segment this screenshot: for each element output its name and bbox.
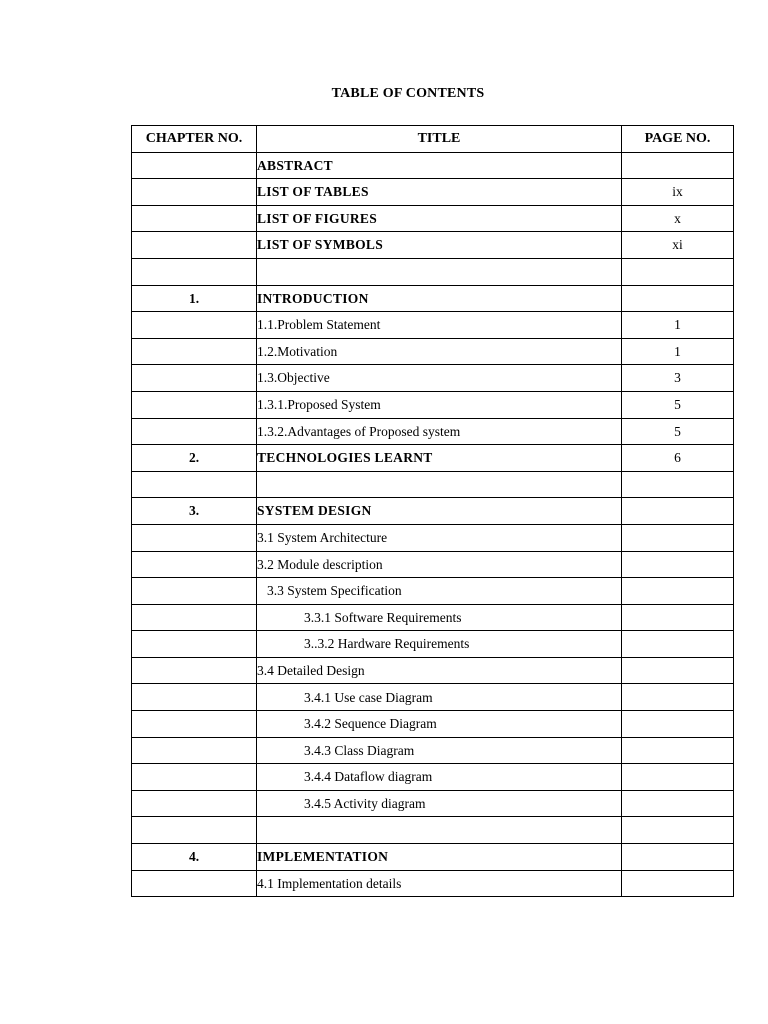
page-number-cell <box>622 657 734 684</box>
section-title-cell: 3.4 Detailed Design <box>257 657 622 684</box>
table-row <box>132 258 734 285</box>
chapter-number-cell <box>132 418 257 445</box>
page-number-cell <box>622 631 734 658</box>
table-row <box>132 578 734 605</box>
chapter-number-cell <box>132 737 257 764</box>
page-number-cell <box>622 498 734 525</box>
table-row <box>132 817 734 844</box>
page-number-cell <box>622 844 734 871</box>
section-title-cell: IMPLEMENTATION <box>257 844 622 871</box>
chapter-number-cell <box>132 524 257 551</box>
page-number-cell: 5 <box>622 418 734 445</box>
table-header-row <box>132 126 734 153</box>
section-title-cell: LIST OF FIGURES <box>257 205 622 232</box>
chapter-number-cell <box>132 790 257 817</box>
page-number-cell <box>622 817 734 844</box>
table-row <box>132 790 734 817</box>
page-number-cell: 6 <box>622 445 734 472</box>
section-title-cell: 3.2 Module description <box>257 551 622 578</box>
page-number-cell <box>622 711 734 738</box>
table-row <box>132 551 734 578</box>
chapter-number-cell <box>132 684 257 711</box>
chapter-number-cell <box>132 312 257 339</box>
table-row <box>132 285 734 312</box>
section-title-cell: LIST OF TABLES <box>257 179 622 206</box>
section-title-cell: LIST OF SYMBOLS <box>257 232 622 259</box>
chapter-number-cell <box>132 870 257 897</box>
page-number-cell <box>622 870 734 897</box>
page-number-cell: ix <box>622 179 734 206</box>
section-title-cell: 3.4.4 Dataflow diagram <box>257 764 622 791</box>
page-number-cell: xi <box>622 232 734 259</box>
section-title-cell: 3.4.3 Class Diagram <box>257 737 622 764</box>
chapter-number-cell <box>132 338 257 365</box>
section-title-cell: ABSTRACT <box>257 152 622 179</box>
chapter-number-cell: 2. <box>132 445 257 472</box>
page-number-cell <box>622 684 734 711</box>
chapter-number-cell <box>132 258 257 285</box>
section-title-cell: 3.3 System Specification <box>257 578 622 605</box>
section-title-cell: 1.2.Motivation <box>257 338 622 365</box>
section-title-cell: 3.4.2 Sequence Diagram <box>257 711 622 738</box>
chapter-number-cell <box>132 365 257 392</box>
page-number-cell <box>622 551 734 578</box>
chapter-number-cell <box>132 152 257 179</box>
page-title: TABLE OF CONTENTS <box>331 86 485 101</box>
chapter-number-cell <box>132 205 257 232</box>
table-row <box>132 764 734 791</box>
table-row <box>132 205 734 232</box>
toc-table <box>131 125 734 897</box>
chapter-number-cell: 1. <box>132 285 257 312</box>
section-title-cell: 3.3.1 Software Requirements <box>257 604 622 631</box>
section-title-cell: 4.1 Implementation details <box>257 870 622 897</box>
table-row <box>132 445 734 472</box>
section-title-cell: 1.1.Problem Statement <box>257 312 622 339</box>
table-row <box>132 604 734 631</box>
section-title-cell: 3.4.5 Activity diagram <box>257 790 622 817</box>
table-row <box>132 737 734 764</box>
table-row <box>132 498 734 525</box>
chapter-number-cell <box>132 764 257 791</box>
page-number-cell <box>622 285 734 312</box>
section-title-cell <box>257 258 622 285</box>
chapter-number-cell <box>132 578 257 605</box>
table-row <box>132 391 734 418</box>
page-number-cell <box>622 604 734 631</box>
section-title-cell: TECHNOLOGIES LEARNT <box>257 445 622 472</box>
toc-body <box>132 152 734 897</box>
page-number-cell <box>622 471 734 498</box>
section-title-cell <box>257 471 622 498</box>
table-row <box>132 471 734 498</box>
chapter-number-cell <box>132 391 257 418</box>
page-number-cell <box>622 258 734 285</box>
table-row <box>132 844 734 871</box>
section-title-cell: 1.3.1.Proposed System <box>257 391 622 418</box>
table-row <box>132 631 734 658</box>
page-number-cell <box>622 737 734 764</box>
page-number-cell: x <box>622 205 734 232</box>
table-row <box>132 657 734 684</box>
table-row <box>132 870 734 897</box>
table-row <box>132 312 734 339</box>
chapter-number-cell <box>132 232 257 259</box>
table-row <box>132 338 734 365</box>
section-title-cell: INTRODUCTION <box>257 285 622 312</box>
page-number-cell: 1 <box>622 312 734 339</box>
section-title-cell: 3.1 System Architecture <box>257 524 622 551</box>
table-row <box>132 179 734 206</box>
page-number-cell: 5 <box>622 391 734 418</box>
table-row <box>132 418 734 445</box>
column-header-chapter: CHAPTER NO. <box>132 126 257 153</box>
page-number-cell <box>622 578 734 605</box>
column-header-title: TITLE <box>257 126 622 153</box>
page-number-cell: 1 <box>622 338 734 365</box>
chapter-number-cell <box>132 471 257 498</box>
chapter-number-cell <box>132 711 257 738</box>
chapter-number-cell <box>132 817 257 844</box>
table-row <box>132 232 734 259</box>
chapter-number-cell: 3. <box>132 498 257 525</box>
page-number-cell <box>622 152 734 179</box>
chapter-number-cell <box>132 631 257 658</box>
table-row <box>132 365 734 392</box>
page-number-cell <box>622 764 734 791</box>
section-title-cell: 3..3.2 Hardware Requirements <box>257 631 622 658</box>
table-row <box>132 684 734 711</box>
column-header-page: PAGE NO. <box>622 126 734 153</box>
page-number-cell <box>622 524 734 551</box>
section-title-cell: 1.3.2.Advantages of Proposed system <box>257 418 622 445</box>
chapter-number-cell: 4. <box>132 844 257 871</box>
chapter-number-cell <box>132 179 257 206</box>
table-row <box>132 524 734 551</box>
section-title-cell: SYSTEM DESIGN <box>257 498 622 525</box>
chapter-number-cell <box>132 604 257 631</box>
table-row <box>132 152 734 179</box>
section-title-cell <box>257 817 622 844</box>
page-number-cell <box>622 790 734 817</box>
section-title-cell: 3.4.1 Use case Diagram <box>257 684 622 711</box>
chapter-number-cell <box>132 551 257 578</box>
chapter-number-cell <box>132 657 257 684</box>
table-row <box>132 711 734 738</box>
section-title-cell: 1.3.Objective <box>257 365 622 392</box>
page-number-cell: 3 <box>622 365 734 392</box>
